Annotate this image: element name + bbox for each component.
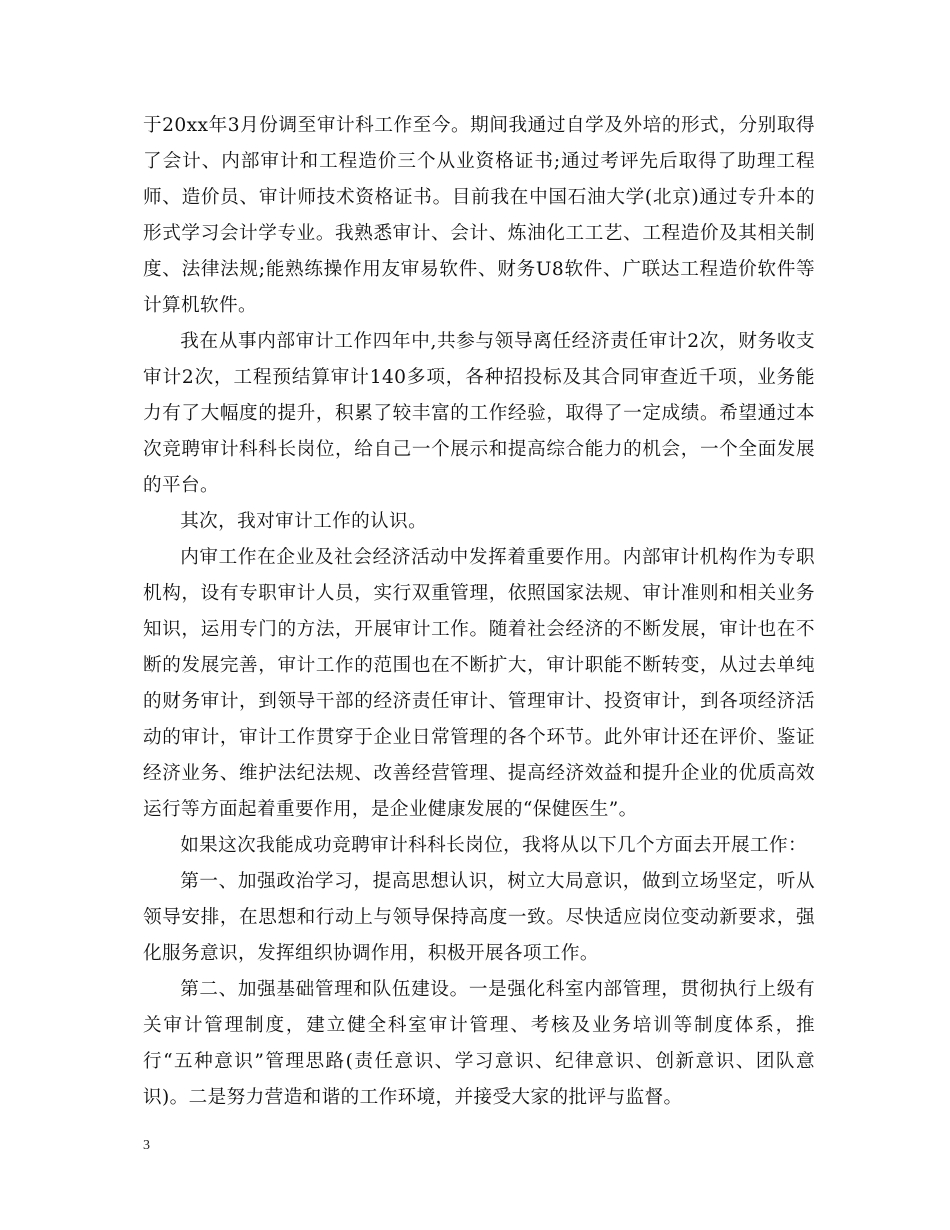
page-number: 3: [143, 1138, 150, 1153]
paragraph-6: 第一、加强政治学习，提高思想认识，树立大局意识，做到立场坚定，听从领导安排，在思想和行动上与领导保持高度一致。尽快适应岗位变动新要求，强化服务意识，发挥组织协调作用，积极开展各项工作。: [143, 871, 815, 964]
document-body: [143, 108, 815, 1116]
paragraph-5: 如果这次我能成功竞聘审计科科长岗位，我将从以下几个方面去开展工作：: [180, 835, 807, 856]
paragraph-3: 其次，我对审计工作的认识。: [180, 511, 428, 532]
paragraph-2: 我在从事内部审计工作四年中,共参与领导离任经济责任审计2次，财务收支审计2次，工程预结算审计140多项，各种招投标及其合同审查近千项，业务能力有了大幅度的提升，积累了较丰富的工作经验，取得了一定成绩。希望通过本次竞聘审计科科长岗位，给自己一个展示和提高综合能力的机会，一个全面发展的平台。: [143, 331, 815, 496]
paragraph-7: 第二、加强基础管理和队伍建设。一是强化科室内部管理，贯彻执行上级有关审计管理制度，建立健全科室审计管理、考核及业务培训等制度体系，推行“五种意识”管理思路(责任意识、学习意识、纪律意识、创新意识、团队意识)。二是努力营造和谐的工作环境，并接受大家的批评与监督。: [143, 979, 815, 1108]
paragraph-4: 内审工作在企业及社会经济活动中发挥着重要作用。内部审计机构作为专职机构，设有专职审计人员，实行双重管理，依照国家法规、审计准则和相关业务知识，运用专门的方法，开展审计工作。随着社会经济的不断发展，审计也在不断的发展完善，审计工作的范围也在不断扩大，审计职能不断转变，从过去单纯的财务审计，到领导干部的经济责任审计、管理审计、投资审计，到各项经济活动的审计，审计工作贯穿于企业日常管理的各个环节。此外审计还在评价、鉴证经济业务、维护法纪法规、改善经营管理、提高经济效益和提升企业的优质高效运行等方面起着重要作用，是企业健康发展的“保健医生”。: [143, 547, 815, 820]
paragraph-1: 于20xx年3月份调至审计科工作至今。期间我通过自学及外培的形式，分别取得了会计、内部审计和工程造价三个从业资格证书;通过考评先后取得了助理工程师、造价员、审计师技术资格证书。目前我在中国石油大学(北京)通过专升本的形式学习会计学专业。我熟悉审计、会计、炼油化工工艺、工程造价及其相关制度、法律法规;能熟练操作用友审易软件、财务U8软件、广联达工程造价软件等计算机软件。: [143, 115, 815, 316]
